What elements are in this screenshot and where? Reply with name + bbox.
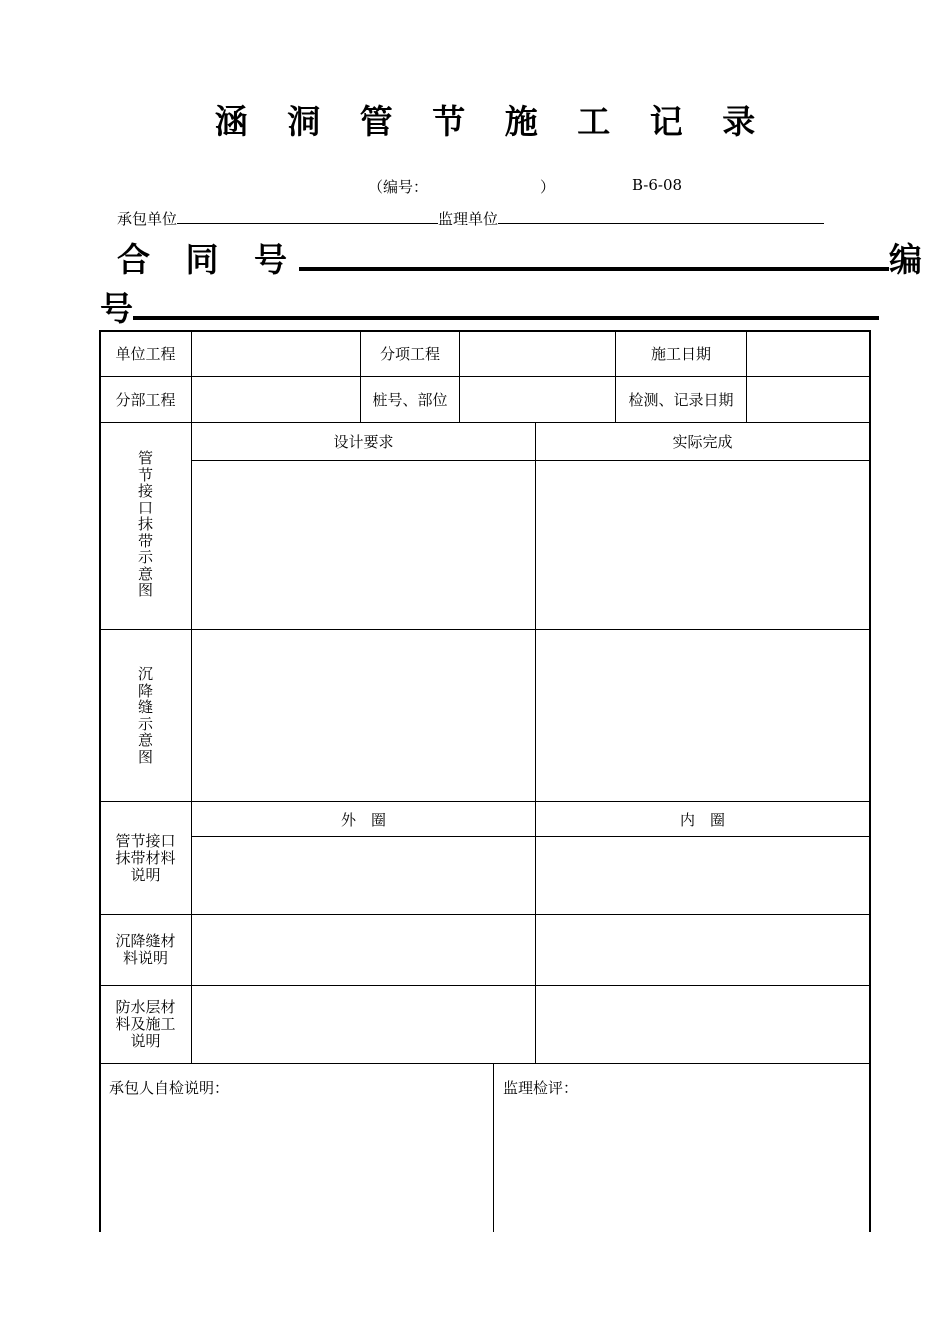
joint-band-design-area[interactable] <box>192 461 535 629</box>
serial-label-1: 编 <box>888 240 922 279</box>
inner-ring-header: 内 圈 <box>679 810 725 829</box>
unit-project-label: 单位工程 <box>115 345 176 363</box>
joint-band-actual-area[interactable] <box>536 461 869 629</box>
construction-date-label: 施工日期 <box>650 345 711 363</box>
settlement-design-area[interactable] <box>192 630 535 801</box>
settlement-material-label: 沉降缝材 料说明 <box>115 932 176 967</box>
station-location-label: 桩号、部位 <box>372 391 448 409</box>
station-location-value[interactable] <box>460 377 615 422</box>
inspection-date-value[interactable] <box>747 377 869 422</box>
contractor-self-check-area[interactable] <box>100 1100 493 1231</box>
actual-completion-header: 实际完成 <box>672 433 733 451</box>
number-close: ） <box>540 178 556 196</box>
inspection-date-label: 检测、记录日期 <box>628 391 734 409</box>
serial-line <box>100 283 879 330</box>
contract-no-field[interactable] <box>299 241 889 271</box>
settlement-actual-area[interactable] <box>536 630 869 801</box>
sub-item-project-label: 分项工程 <box>379 345 440 363</box>
waterproof-material-label: 防水层材 料及施工 说明 <box>115 998 176 1050</box>
supervisor-field[interactable] <box>498 207 824 224</box>
contractor-label: 承包单位 <box>117 210 178 228</box>
form-code: B-6-08 <box>632 176 683 194</box>
serial-label-2: 号 <box>100 289 133 328</box>
sub-item-project-value[interactable] <box>460 331 615 376</box>
contract-line <box>117 234 922 281</box>
settlement-inner-area[interactable] <box>536 915 869 985</box>
outer-ring-header: 外 圈 <box>340 810 386 829</box>
settlement-joint-diagram-label: 沉 降 缝 示 意 图 <box>137 665 153 766</box>
contract-no-label: 合 同 号 <box>117 240 299 279</box>
contractor-field[interactable] <box>177 207 438 224</box>
division-project-value[interactable] <box>192 377 360 422</box>
number-label: （编号： <box>368 178 429 196</box>
design-requirement-header: 设计要求 <box>333 433 394 451</box>
serial-field[interactable] <box>133 290 879 320</box>
joint-band-outer-area[interactable] <box>192 837 535 914</box>
waterproof-outer-area[interactable] <box>192 986 535 1063</box>
page-title: 涵 洞 管 节 施 工 记 录 <box>214 102 770 141</box>
contractor-self-check-label: 承包人自检说明： <box>109 1079 230 1097</box>
construction-date-value[interactable] <box>747 331 869 376</box>
division-project-label: 分部工程 <box>115 391 176 409</box>
unit-project-value[interactable] <box>192 331 360 376</box>
joint-band-material-label: 管节接口 抹带材料 说明 <box>115 831 176 884</box>
party-line <box>117 207 824 229</box>
waterproof-inner-area[interactable] <box>536 986 869 1063</box>
supervisor-label: 监理单位 <box>438 210 499 228</box>
settlement-outer-area[interactable] <box>192 915 535 985</box>
supervisor-review-area[interactable] <box>494 1100 869 1231</box>
joint-band-diagram-label: 管 节 接 口 抹 带 示 意 图 <box>137 449 153 599</box>
supervisor-review-label: 监理检评： <box>503 1079 579 1097</box>
joint-band-inner-area[interactable] <box>536 837 869 914</box>
